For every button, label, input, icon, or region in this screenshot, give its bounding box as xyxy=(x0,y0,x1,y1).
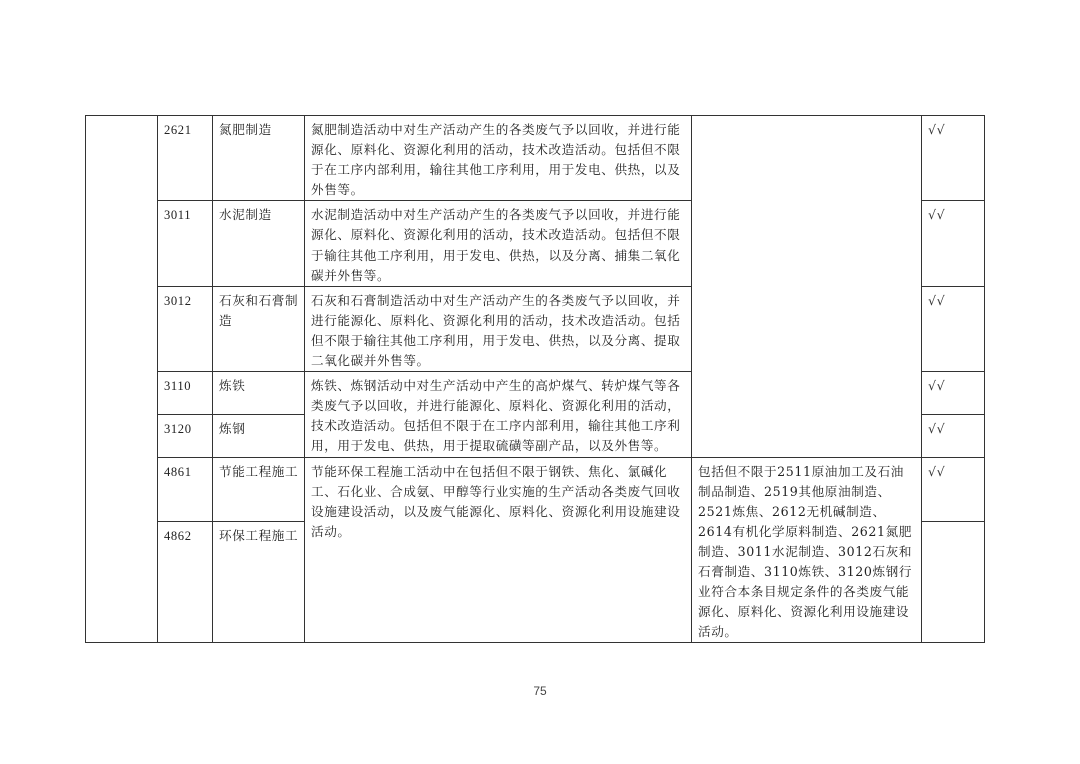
industry-name: 水泥制造 xyxy=(213,201,305,286)
activity-description: 炼铁、炼钢活动中对生产活动中产生的高炉煤气、转炉煤气等各类废气予以回收，并进行能源化、原料化、资源化利用的活动，技术改造活动。包括但不限于在工序内部利用，输往其他工序利用，用于发电、供热，用于提取硫磺等副产品，以及外售等。 xyxy=(305,372,692,457)
table-row xyxy=(86,457,985,522)
industry-name: 环保工程施工 xyxy=(213,522,305,643)
industry-code: 4861 xyxy=(158,457,213,522)
industry-code: 3110 xyxy=(158,372,213,415)
industry-name: 石灰和石膏制造 xyxy=(213,286,305,371)
industry-name: 氮肥制造 xyxy=(213,116,305,201)
industry-table xyxy=(85,115,985,643)
check-mark: √√ xyxy=(922,457,985,522)
industry-code: 2621 xyxy=(158,116,213,201)
note-cell: 包括但不限于2511原油加工及石油制品制造、2519其他原油制造、2521炼焦、2612无机碱制造、2614有机化学原料制造、2621氮肥制造、3011水泥制造、3012石灰和石膏制造、3110炼铁、3120炼钢行业符合本条目规定条件的各类废气能源化、原料化、资源化利用设施建设活动。 xyxy=(692,457,922,643)
category-cell xyxy=(86,116,158,643)
activity-description: 石灰和石膏制造活动中对生产活动产生的各类废气予以回收，并进行能源化、原料化、资源化利用的活动，技术改造活动。包括但不限于输往其他工序利用，用于发电、供热，以及分离、提取二氧化碳并外售等。 xyxy=(305,286,692,371)
table-row xyxy=(86,116,985,201)
note-cell-empty xyxy=(692,116,922,458)
check-mark xyxy=(922,522,985,643)
check-mark: √√ xyxy=(922,372,985,415)
activity-description: 水泥制造活动中对生产活动产生的各类废气予以回收，并进行能源化、原料化、资源化利用的活动，技术改造活动。包括但不限于输往其他工序利用，用于发电、供热，以及分离、捕集二氧化碳并外售等。 xyxy=(305,201,692,286)
activity-description: 节能环保工程施工活动中在包括但不限于钢铁、焦化、氯碱化工、石化业、合成氨、甲醇等行业实施的生产活动各类废气回收设施建设活动，以及废气能源化、原料化、资源化利用设施建设活动。 xyxy=(305,457,692,643)
industry-name: 炼钢 xyxy=(213,414,305,457)
check-mark: √√ xyxy=(922,116,985,201)
check-mark: √√ xyxy=(922,286,985,371)
industry-name: 节能工程施工 xyxy=(213,457,305,522)
industry-code: 4862 xyxy=(158,522,213,643)
activity-description: 氮肥制造活动中对生产活动产生的各类废气予以回收，并进行能源化、原料化、资源化利用的活动，技术改造活动。包括但不限于在工序内部利用，输往其他工序利用，用于发电、供热，以及外售等。 xyxy=(305,116,692,201)
industry-code: 3012 xyxy=(158,286,213,371)
check-mark: √√ xyxy=(922,414,985,457)
industry-code: 3120 xyxy=(158,414,213,457)
industry-code: 3011 xyxy=(158,201,213,286)
check-mark: √√ xyxy=(922,201,985,286)
industry-name: 炼铁 xyxy=(213,372,305,415)
page-number: 75 xyxy=(533,684,547,698)
